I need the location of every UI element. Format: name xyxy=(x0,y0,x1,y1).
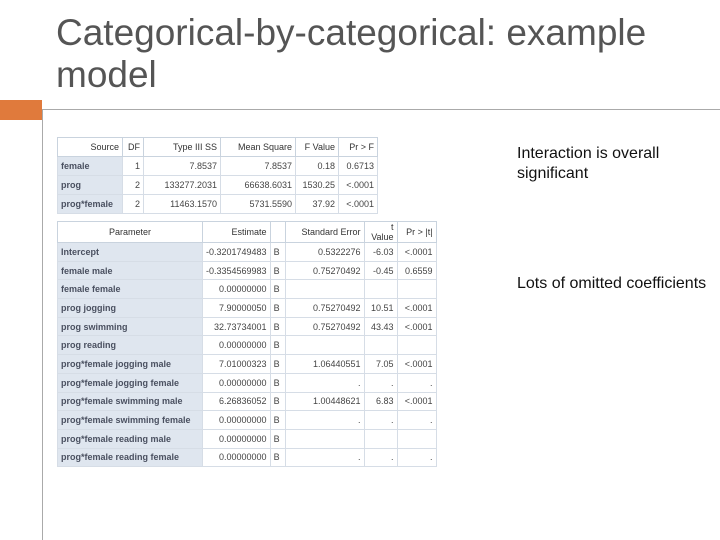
table-row xyxy=(58,157,378,176)
param-cell: 0.00000000 xyxy=(203,448,271,467)
param-cell: . xyxy=(397,373,436,392)
anova-header-f: F Value xyxy=(296,138,339,157)
param-cell: 0.5322276 xyxy=(285,243,364,262)
param-cell: Intercept xyxy=(58,243,203,262)
vertical-rule xyxy=(42,110,43,540)
horizontal-rule xyxy=(42,109,720,110)
table-row xyxy=(58,429,437,448)
param-cell: -0.3354569983 xyxy=(203,261,271,280)
anova-cell: female xyxy=(58,157,123,176)
param-cell: 1.06440551 xyxy=(285,355,364,374)
param-cell: prog*female jogging male xyxy=(58,355,203,374)
param-cell: 0.00000000 xyxy=(203,429,271,448)
param-cell xyxy=(364,429,397,448)
param-cell: B xyxy=(270,280,285,299)
anova-cell: 11463.1570 xyxy=(144,195,221,214)
param-cell: . xyxy=(364,373,397,392)
param-cell: 10.51 xyxy=(364,299,397,318)
table-row xyxy=(58,176,378,195)
table-row xyxy=(58,299,437,318)
param-cell: . xyxy=(364,411,397,430)
parameter-estimates-table xyxy=(57,221,437,467)
param-cell: <.0001 xyxy=(397,317,436,336)
slide-title: Categorical-by-categorical: example model xyxy=(56,12,647,95)
param-cell: female male xyxy=(58,261,203,280)
anova-cell: 37.92 xyxy=(296,195,339,214)
anova-cell: 0.6713 xyxy=(339,157,378,176)
param-cell: B xyxy=(270,336,285,355)
param-cell: prog*female reading female xyxy=(58,448,203,467)
param-cell xyxy=(397,280,436,299)
table-row xyxy=(58,392,437,411)
anova-cell: 7.8537 xyxy=(221,157,296,176)
param-cell: B xyxy=(270,317,285,336)
param-cell: 0.00000000 xyxy=(203,280,271,299)
param-cell: B xyxy=(270,448,285,467)
params-header-stderr: Standard Error xyxy=(285,222,364,243)
param-cell: <.0001 xyxy=(397,299,436,318)
table-row xyxy=(58,317,437,336)
param-cell: B xyxy=(270,392,285,411)
table-row xyxy=(58,355,437,374)
param-cell: 6.83 xyxy=(364,392,397,411)
anova-header-df: DF xyxy=(123,138,144,157)
param-cell xyxy=(285,336,364,355)
anova-header-row xyxy=(58,138,378,157)
param-cell: 7.05 xyxy=(364,355,397,374)
param-cell: B xyxy=(270,373,285,392)
param-cell: 6.26836052 xyxy=(203,392,271,411)
note-omitted: Lots of omitted coefficients xyxy=(517,275,707,292)
table-row xyxy=(58,448,437,467)
note-interaction: Interaction is overall significant xyxy=(517,145,660,182)
anova-cell: <.0001 xyxy=(339,195,378,214)
param-cell: prog*female swimming female xyxy=(58,411,203,430)
table-row xyxy=(58,243,437,262)
param-cell: prog swimming xyxy=(58,317,203,336)
param-cell: -6.03 xyxy=(364,243,397,262)
anova-cell: 1530.25 xyxy=(296,176,339,195)
param-cell: B xyxy=(270,261,285,280)
anova-header-ss: Type III SS xyxy=(144,138,221,157)
anova-header-p: Pr > F xyxy=(339,138,378,157)
param-cell: prog*female swimming male xyxy=(58,392,203,411)
anova-cell: 1 xyxy=(123,157,144,176)
anova-table xyxy=(57,137,378,214)
param-cell: <.0001 xyxy=(397,243,436,262)
param-cell: 1.00448621 xyxy=(285,392,364,411)
param-cell: 0.00000000 xyxy=(203,411,271,430)
param-cell: 0.75270492 xyxy=(285,261,364,280)
param-cell xyxy=(364,336,397,355)
param-cell: <.0001 xyxy=(397,392,436,411)
table-row xyxy=(58,261,437,280)
anova-cell: 2 xyxy=(123,195,144,214)
param-cell xyxy=(397,429,436,448)
param-cell: B xyxy=(270,243,285,262)
anova-header-source: Source xyxy=(58,138,123,157)
param-cell: 32.73734001 xyxy=(203,317,271,336)
param-cell: . xyxy=(397,411,436,430)
params-header-estimate: Estimate xyxy=(203,222,271,243)
param-cell: 0.6559 xyxy=(397,261,436,280)
anova-cell: prog*female xyxy=(58,195,123,214)
table-row xyxy=(58,195,378,214)
anova-header-ms: Mean Square xyxy=(221,138,296,157)
param-cell xyxy=(397,336,436,355)
param-cell xyxy=(285,429,364,448)
param-cell: 43.43 xyxy=(364,317,397,336)
accent-block xyxy=(0,100,42,120)
table-row xyxy=(58,373,437,392)
anova-cell: prog xyxy=(58,176,123,195)
param-cell: . xyxy=(397,448,436,467)
param-cell: B xyxy=(270,429,285,448)
param-cell: . xyxy=(285,448,364,467)
param-cell: 7.01000323 xyxy=(203,355,271,374)
param-cell xyxy=(285,280,364,299)
anova-cell: 7.8537 xyxy=(144,157,221,176)
param-cell xyxy=(364,280,397,299)
param-cell: prog*female jogging female xyxy=(58,373,203,392)
param-cell: 0.00000000 xyxy=(203,373,271,392)
param-cell: -0.3201749483 xyxy=(203,243,271,262)
param-cell: . xyxy=(285,411,364,430)
anova-cell: 2 xyxy=(123,176,144,195)
param-cell: prog*female reading male xyxy=(58,429,203,448)
param-cell: 7.90000050 xyxy=(203,299,271,318)
param-cell: . xyxy=(364,448,397,467)
table-row xyxy=(58,411,437,430)
params-header-t: t Value xyxy=(364,222,397,243)
anova-cell: 5731.5590 xyxy=(221,195,296,214)
param-cell: B xyxy=(270,355,285,374)
param-cell: B xyxy=(270,299,285,318)
param-cell: B xyxy=(270,411,285,430)
anova-cell: 0.18 xyxy=(296,157,339,176)
params-header-flag xyxy=(270,222,285,243)
param-cell: 0.75270492 xyxy=(285,317,364,336)
param-cell: female female xyxy=(58,280,203,299)
anova-cell: 66638.6031 xyxy=(221,176,296,195)
param-cell: 0.00000000 xyxy=(203,336,271,355)
table-row xyxy=(58,336,437,355)
param-cell: 0.75270492 xyxy=(285,299,364,318)
params-header-row xyxy=(58,222,437,243)
param-cell: prog jogging xyxy=(58,299,203,318)
param-cell: -0.45 xyxy=(364,261,397,280)
param-cell: <.0001 xyxy=(397,355,436,374)
params-header-parameter: Parameter xyxy=(58,222,203,243)
anova-cell: <.0001 xyxy=(339,176,378,195)
table-row xyxy=(58,280,437,299)
params-header-p: Pr > |t| xyxy=(397,222,436,243)
anova-cell: 133277.2031 xyxy=(144,176,221,195)
param-cell: prog reading xyxy=(58,336,203,355)
param-cell: . xyxy=(285,373,364,392)
